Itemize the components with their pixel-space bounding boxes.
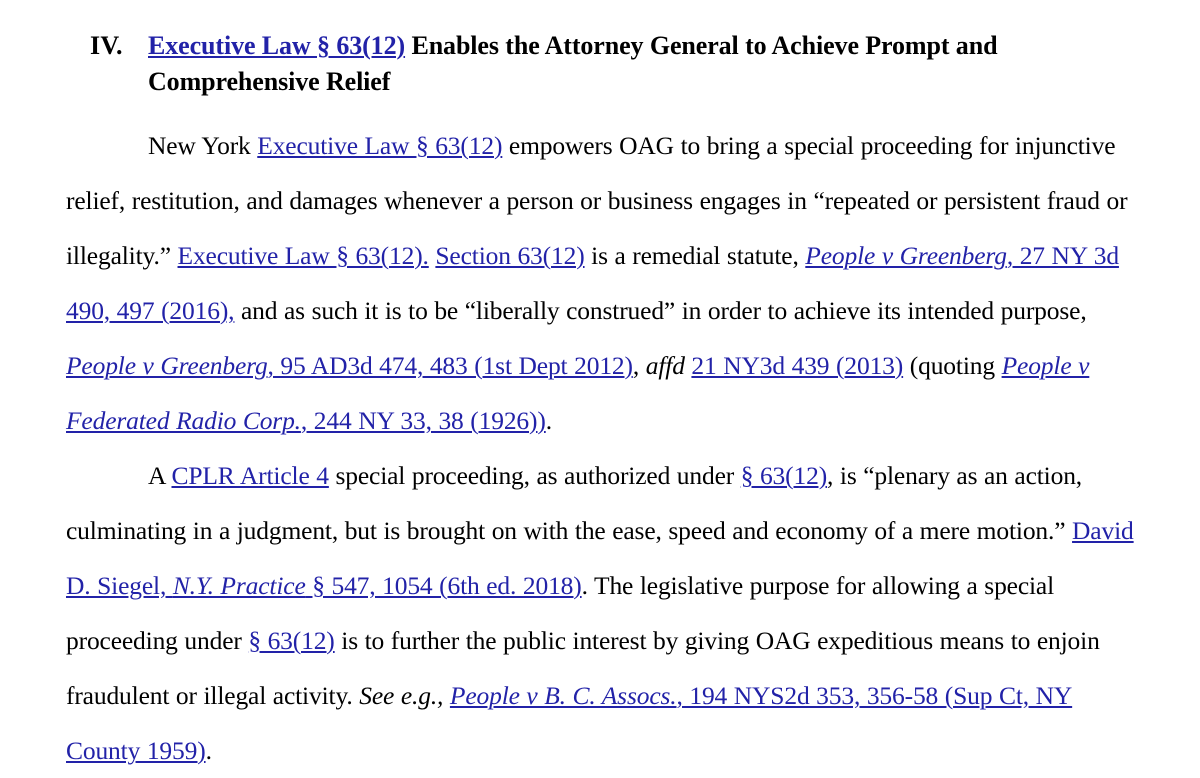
- text-run: and as such it is to be “liberally construed” in order to achieve its intended purpose,: [234, 296, 1087, 325]
- citation-link[interactable]: , 244 NY 33, 38 (1926)): [300, 406, 546, 435]
- text-run: [443, 681, 450, 710]
- citation-link[interactable]: 21 NY3d 439 (2013): [691, 351, 904, 380]
- case-name-link[interactable]: People v Greenberg: [805, 241, 1007, 270]
- case-name-link[interactable]: People v Greenberg: [66, 351, 268, 380]
- citation-link[interactable]: Executive Law § 63(12).: [177, 241, 429, 270]
- citation-link[interactable]: Executive Law § 63(12): [257, 131, 503, 160]
- text-run: (quoting: [903, 351, 1002, 380]
- section-number: IV.: [90, 31, 123, 60]
- text-run: ,: [632, 351, 646, 380]
- text-run: .: [545, 406, 552, 435]
- text-run: The legislative purpose for allowing a special proceeding under: [66, 571, 1055, 655]
- document-body: [66, 118, 1138, 778]
- citation-link[interactable]: § 63(12): [740, 461, 828, 490]
- case-name-link[interactable]: People v Federated Radio Corp.: [66, 351, 1090, 435]
- paragraph-1: [66, 118, 1138, 448]
- citation-link[interactable]: , 194 NYS2d 353, 356-58 (Sup Ct, NY County 1959): [66, 681, 1073, 765]
- heading-title-rest: Enables the Attorney General to Achieve Prompt and Comprehensive Relief: [148, 31, 998, 96]
- citation-link[interactable]: David D. Siegel,: [66, 516, 1134, 600]
- case-name-link[interactable]: People v B. C. Assocs.: [449, 681, 677, 710]
- text-run: special proceeding, as authorized under: [328, 461, 741, 490]
- paragraph-2: [66, 448, 1138, 778]
- citation-link[interactable]: CPLR Article 4: [171, 461, 329, 490]
- heading-statute-link[interactable]: Executive Law § 63(12): [148, 31, 406, 60]
- citation-link[interactable]: , 27 NY 3d 490, 497 (2016),: [66, 241, 1119, 325]
- text-run: , is “plenary as an action, culminating in a judgment, but is brought on with the ease, speed and economy of a mere motion.”: [66, 461, 1083, 545]
- section-heading: [66, 28, 1096, 100]
- text-run: is a remedial statute,: [584, 241, 806, 270]
- section-title: [148, 28, 1096, 100]
- italic-text-run: affd: [645, 351, 685, 380]
- citation-link[interactable]: Section 63(12): [435, 241, 585, 270]
- text-run: .: [581, 571, 588, 600]
- text-run: empowers OAG to bring a special proceeding for injunctive relief, restitution, and damages whenever a person or business engages in “repeated or persistent fraud or illegality.”: [66, 131, 1128, 270]
- text-run: [171, 241, 178, 270]
- text-run: is to further the public interest by giving OAG expeditious means to enjoin fraudulent or illegal activity.: [66, 626, 1100, 710]
- citation-link[interactable]: § 547, 1054 (6th ed. 2018): [305, 571, 582, 600]
- case-name-link[interactable]: N.Y. Practice: [172, 571, 306, 600]
- citation-link[interactable]: , 95 AD3d 474, 483 (1st Dept 2012): [267, 351, 633, 380]
- citation-link[interactable]: § 63(12): [248, 626, 335, 655]
- italic-text-run: See e.g.,: [359, 681, 444, 710]
- text-run: New York: [148, 131, 258, 160]
- text-run: .: [205, 736, 212, 765]
- text-run: A: [148, 461, 172, 490]
